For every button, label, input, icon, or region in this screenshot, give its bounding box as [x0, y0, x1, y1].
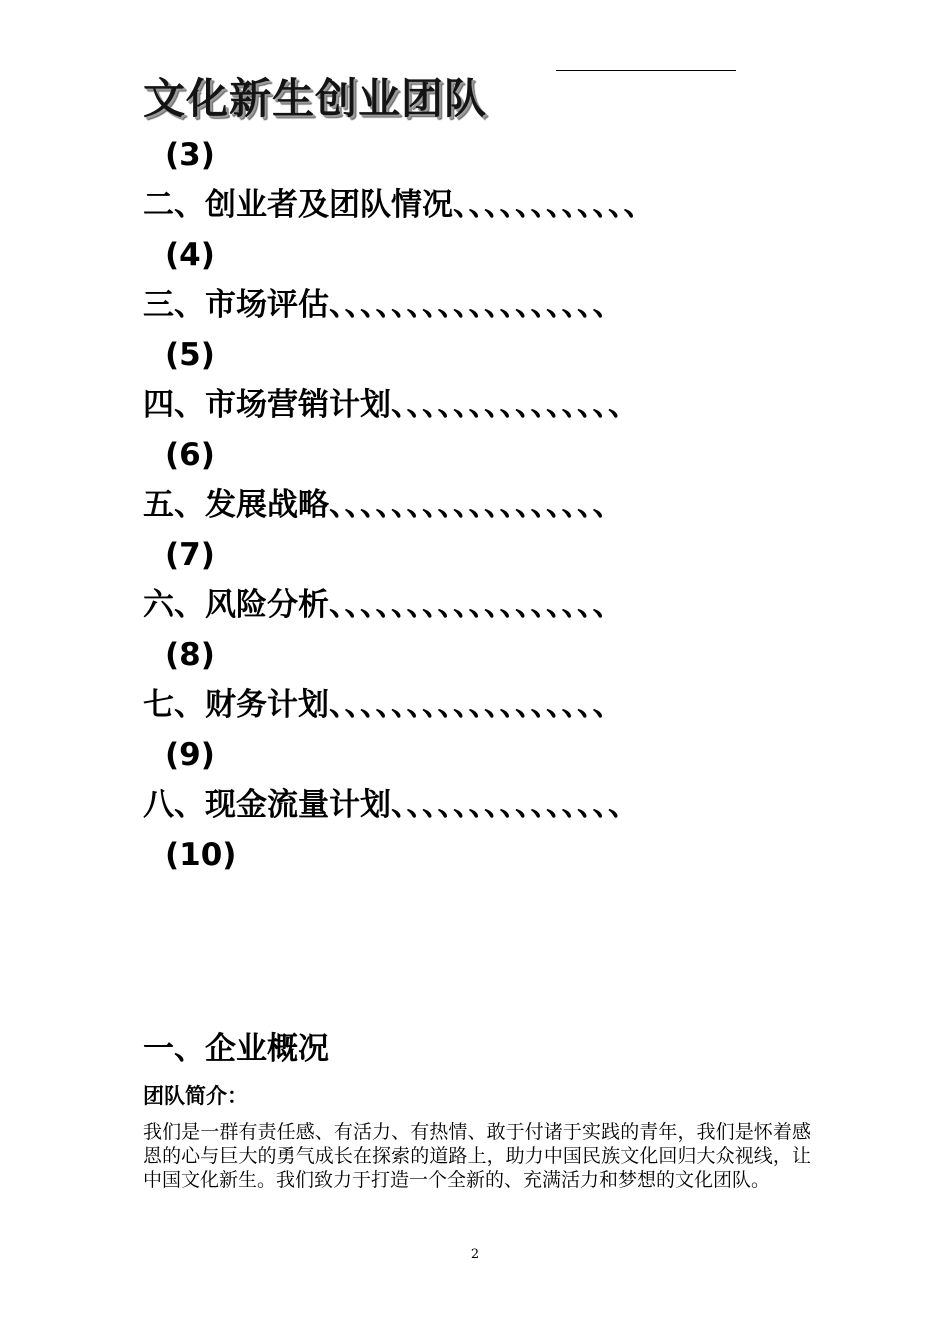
toc-leader-dots: 、、、、、、、、、、、、、、、	[391, 387, 639, 423]
toc-item[interactable]	[143, 380, 823, 480]
toc-item[interactable]	[143, 780, 823, 880]
toc-leader-dots: 、、、、、、、、、、、、、、、、、、	[329, 687, 624, 723]
toc-page-number: (5)	[165, 337, 215, 373]
team-intro-paragraph: 我们是一群有责任感、有活力、有热情、敢于付诸于实践的青年，我们是怀着感恩的心与巨大的勇气成长在探索的道路上，助力中国民族文化回归大众视线，让中国文化新生。我们致力于打造一个全新的、充满活力和梦想的文化团队。	[143, 1121, 811, 1191]
toc-label: 八、现金流量计划	[143, 787, 391, 823]
team-title: 文化新生创业团队	[143, 74, 488, 123]
toc-first-page	[143, 130, 823, 180]
toc-page-number: (6)	[165, 437, 215, 473]
toc-label: 三、市场评估	[143, 287, 329, 323]
toc-leader-dots: 、、、、、、、、、、、、	[453, 187, 655, 223]
toc-label: 四、市场营销计划	[143, 387, 391, 423]
section-heading: 一、企业概况	[143, 1031, 329, 1067]
toc-page-number: (4)	[165, 237, 215, 273]
toc-item[interactable]	[143, 580, 823, 680]
toc-page-number: (7)	[165, 537, 215, 573]
toc-label: 二、创业者及团队情况	[143, 187, 453, 223]
toc-label: 六、风险分析	[143, 587, 329, 623]
toc-page-number: (8)	[165, 637, 215, 673]
header-rule	[556, 70, 736, 71]
toc-leader-dots: 、、、、、、、、、、、、、、、、、、	[329, 287, 624, 323]
toc-leader-dots: 、、、、、、、、、、、、、、、	[391, 787, 639, 823]
page-number: 2	[470, 1247, 480, 1262]
toc-leader-dots: 、、、、、、、、、、、、、、、、、、	[329, 587, 624, 623]
toc-item[interactable]	[143, 480, 823, 580]
toc-leader-dots: 、、、、、、、、、、、、、、、、、、	[329, 487, 624, 523]
toc-item[interactable]	[143, 280, 823, 380]
toc-label: 五、发展战略	[143, 487, 329, 523]
toc-label: 七、财务计划	[143, 687, 329, 723]
toc-item[interactable]	[143, 180, 823, 280]
table-of-contents	[143, 130, 823, 880]
sub-heading: 团队简介：	[143, 1084, 248, 1108]
toc-page-number: (9)	[165, 737, 215, 773]
toc-page-number: (3)	[165, 137, 215, 173]
toc-page-number: (10)	[165, 837, 237, 873]
toc-item[interactable]	[143, 680, 823, 780]
